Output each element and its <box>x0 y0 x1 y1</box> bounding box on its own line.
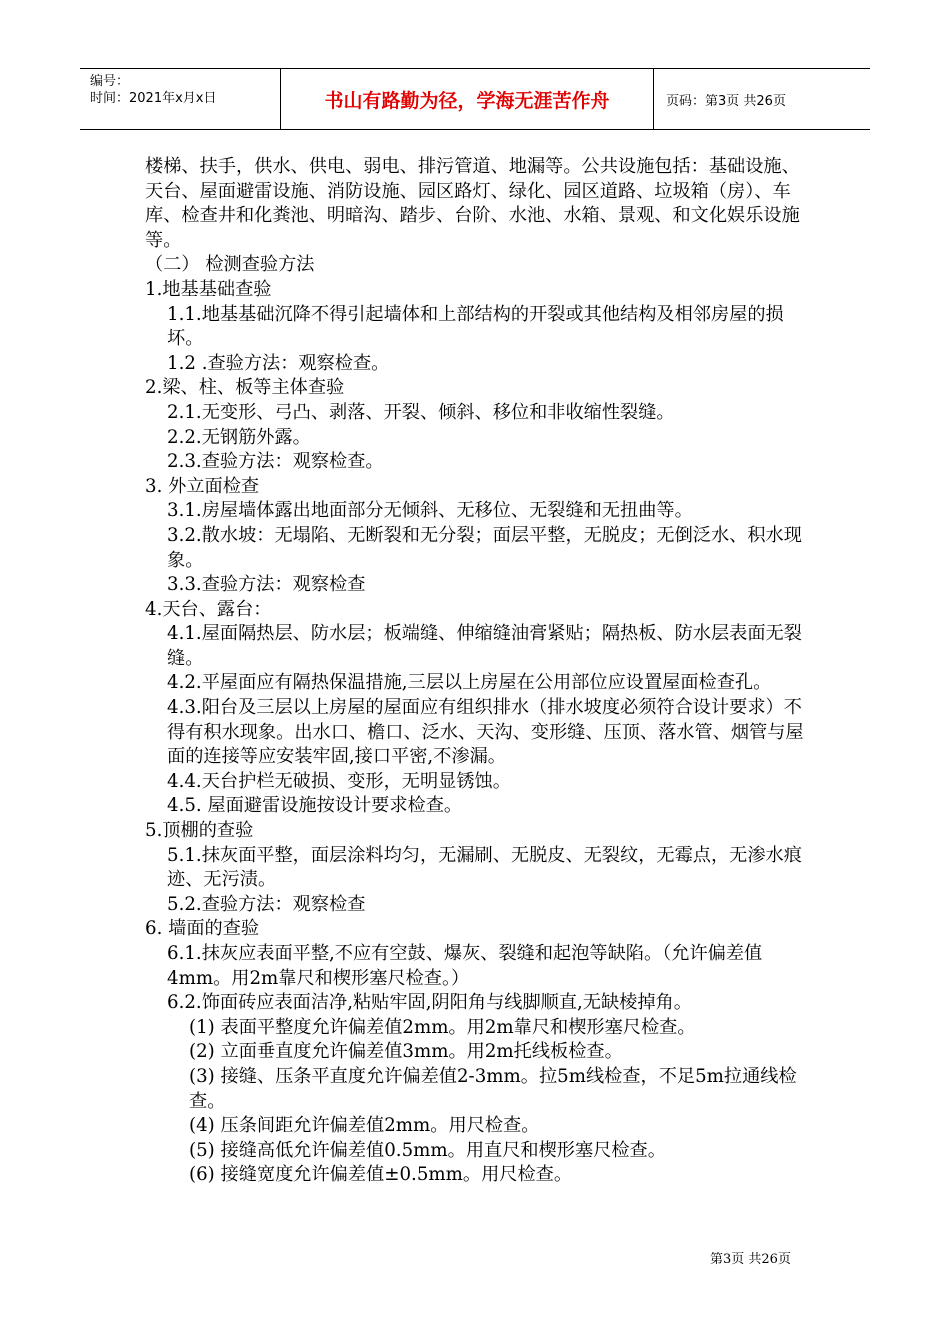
body-paragraph: （二） 检测查验方法 <box>145 254 315 276</box>
body-paragraph: 2.3.查验方法：观察检查。 <box>167 451 384 473</box>
document-body <box>145 155 815 1188</box>
header-page-info: 页码：第3页 共26页 <box>666 93 786 109</box>
body-paragraph: 5.2.查验方法：观察检查 <box>167 893 366 915</box>
body-paragraph: 5.顶棚的查验 <box>145 820 254 842</box>
body-paragraph: (6) 接缝宽度允许偏差值±0.5mm。用尺检查。 <box>189 1164 573 1186</box>
body-paragraph: 1.2 .查验方法：观察检查。 <box>167 352 390 374</box>
body-paragraph: 2.梁、柱、板等主体查验 <box>145 377 345 399</box>
header-motto: 书山有路勤为径，学海无涯苦作舟 <box>280 69 654 129</box>
body-paragraph: 5.1.抹灰面平整，面层涂料均匀，无漏刷、无脱皮、无裂纹，无霉点，无渗水痕迹、无污渍。 <box>167 844 802 891</box>
body-paragraph: 4.天台、露台： <box>145 598 272 620</box>
body-paragraph: 4.4.天台护栏无破损、变形，无明显锈蚀。 <box>167 770 511 792</box>
page-header <box>80 68 870 130</box>
document-number: 编号： <box>90 74 130 89</box>
body-paragraph: 6.1.抹灰应表面平整,不应有空鼓、爆灰、裂缝和起泡等缺陷。（允许偏差值4mm。用2m靠尺和楔形塞尺检查。） <box>167 943 763 989</box>
body-paragraph: (3) 接缝、压条平直度允许偏差值2-3mm。拉5m线检查，不足5m拉通线检查。 <box>189 1065 797 1112</box>
body-paragraph: 4.3.阳台及三层以上房屋的屋面应有组织排水（排水坡度必须符合设计要求）不得有积水现象。出水口、檐口、泛水、天沟、变形缝、压顶、落水管、烟管与屋面的连接等应安装牢固,接口平密,不渗漏。 <box>167 697 804 768</box>
body-paragraph: (5) 接缝高低允许偏差值0.5mm。用直尺和楔形塞尺检查。 <box>189 1139 666 1161</box>
body-paragraph: 1.地基基础查验 <box>145 278 272 300</box>
body-paragraph: 6.2.饰面砖应表面洁净,粘贴牢固,阴阳角与线脚顺直,无缺棱掉角。 <box>167 992 692 1014</box>
body-paragraph: (2) 立面垂直度允许偏差值3mm。用2m托线板检查。 <box>189 1041 623 1063</box>
document-date: 时间：2021年x月x日 <box>90 91 217 106</box>
body-paragraph: (1) 表面平整度允许偏差值2mm。用2m靠尺和楔形塞尺检查。 <box>189 1016 696 1038</box>
body-paragraph: 3. 外立面检查 <box>145 475 260 497</box>
body-paragraph: 3.1.房屋墙体露出地面部分无倾斜、无移位、无裂缝和无扭曲等。 <box>167 500 693 522</box>
body-paragraph: 4.1.屋面隔热层、防水层；板端缝、伸缩缝油膏紧贴；隔热板、防水层表面无裂缝。 <box>167 623 802 669</box>
body-paragraph: 2.2.无钢筋外露。 <box>167 426 311 448</box>
body-paragraph: 3.3.查验方法：观察检查 <box>167 574 366 596</box>
body-paragraph: 4.2.平屋面应有隔热保温措施,三层以上房屋在公用部位应设置屋面检查孔。 <box>167 672 772 694</box>
body-paragraph: 2.1.无变形、弓凸、剥落、开裂、倾斜、移位和非收缩性裂缝。 <box>167 401 675 423</box>
body-paragraph: 1.1.地基基础沉降不得引起墙体和上部结构的开裂或其他结构及相邻房屋的损坏。 <box>167 303 784 350</box>
body-paragraph: 楼梯、扶手，供水、供电、弱电、排污管道、地漏等。公共设施包括：基础设施、天台、屋面避雷设施、消防设施、园区路灯、绿化、园区道路、垃圾箱（房）、车库、检查井和化粪池、明暗沟、踏步、台阶、水池、水箱、景观、和文化娱乐设施等。 <box>145 156 800 251</box>
body-paragraph: (4) 压条间距允许偏差值2mm。用尺检查。 <box>189 1115 540 1137</box>
header-meta <box>80 69 280 129</box>
page-footer: 第3页 共26页 <box>710 1252 791 1267</box>
body-paragraph: 4.5. 屋面避雷设施按设计要求检查。 <box>167 795 463 817</box>
body-paragraph: 6. 墙面的查验 <box>145 918 260 940</box>
body-paragraph: 3.2.散水坡：无塌陷、无断裂和无分裂；面层平整，无脱皮；无倒泛水、积水现象。 <box>167 524 802 571</box>
